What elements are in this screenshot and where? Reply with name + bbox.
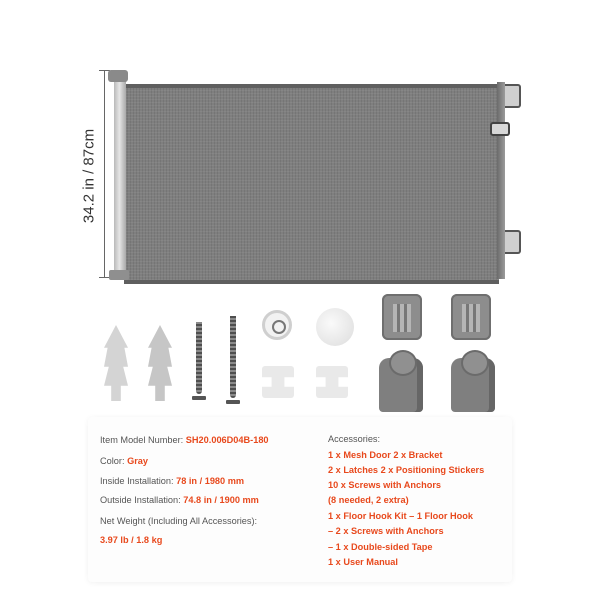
- accessory-line: 1 x User Manual: [328, 557, 398, 567]
- floor-hook-icon: [262, 310, 292, 340]
- latch-icon: [451, 358, 495, 412]
- gate-bracket-bottom-icon: [505, 230, 521, 254]
- spec-outside: [100, 494, 259, 506]
- accessories-title: Accessories:: [328, 434, 381, 444]
- accessory-line: – 1 x Double-sided Tape: [328, 542, 433, 552]
- screw-icon: [230, 316, 236, 398]
- gate-bracket-top-icon: [505, 84, 521, 108]
- accessory-line: – 2 x Screws with Anchors: [328, 526, 444, 536]
- spec-weight-label: Net Weight (Including All Accessories):: [100, 516, 258, 526]
- spec-model: [100, 434, 269, 446]
- accessory-line: (8 needed, 2 extra): [328, 495, 409, 505]
- spec-color-value: Gray: [127, 456, 149, 466]
- gate-post: [114, 78, 126, 278]
- latch-icon: [379, 358, 423, 412]
- gate-end-bar: [497, 82, 505, 279]
- gate-post-foot: [109, 270, 129, 280]
- spec-outside-value: 74.8 in / 1900 mm: [183, 495, 259, 505]
- bracket-icon: [451, 294, 491, 340]
- accessory-line: 1 x Floor Hook Kit – 1 Floor Hook: [328, 511, 473, 521]
- gate-handle-icon: [490, 122, 510, 136]
- spec-inside-value: 78 in / 1980 mm: [176, 476, 245, 486]
- screw-head: [226, 400, 240, 404]
- screw-icon: [196, 322, 202, 394]
- spec-weight-row: [100, 534, 162, 546]
- accessory-line: 2 x Latches 2 x Positioning Stickers: [328, 465, 485, 475]
- accessory-line: 1 x Mesh Door 2 x Bracket: [328, 450, 443, 460]
- gate-post-cap: [108, 70, 128, 82]
- spec-outside-label: Outside Installation:: [100, 495, 181, 505]
- mesh-gate-panel: [124, 84, 499, 284]
- spec-model-value: SH20.006D04B-180: [185, 435, 269, 445]
- bracket-icon: [382, 294, 422, 340]
- positioning-sticker-icon: [316, 366, 348, 398]
- screw-head: [192, 396, 206, 400]
- spec-model-label: Item Model Number:: [100, 435, 184, 445]
- spec-inside-label: Inside Installation:: [100, 476, 174, 486]
- spec-panel: [88, 417, 512, 582]
- double-sided-tape-icon: [316, 308, 354, 346]
- height-dimension-label: 34.2 in / 87cm: [80, 128, 98, 224]
- spec-inside: [100, 475, 244, 487]
- dimension-line: [104, 70, 105, 278]
- spec-weight: [100, 515, 257, 527]
- spec-color: [100, 455, 148, 467]
- positioning-sticker-icon: [262, 366, 294, 398]
- accessory-line: 10 x Screws with Anchors: [328, 480, 442, 490]
- spec-color-label: Color:: [100, 456, 125, 466]
- wall-anchor-icon: [148, 325, 172, 401]
- wall-anchor-icon: [104, 325, 128, 401]
- spec-weight-value: 3.97 lb / 1.8 kg: [100, 535, 163, 545]
